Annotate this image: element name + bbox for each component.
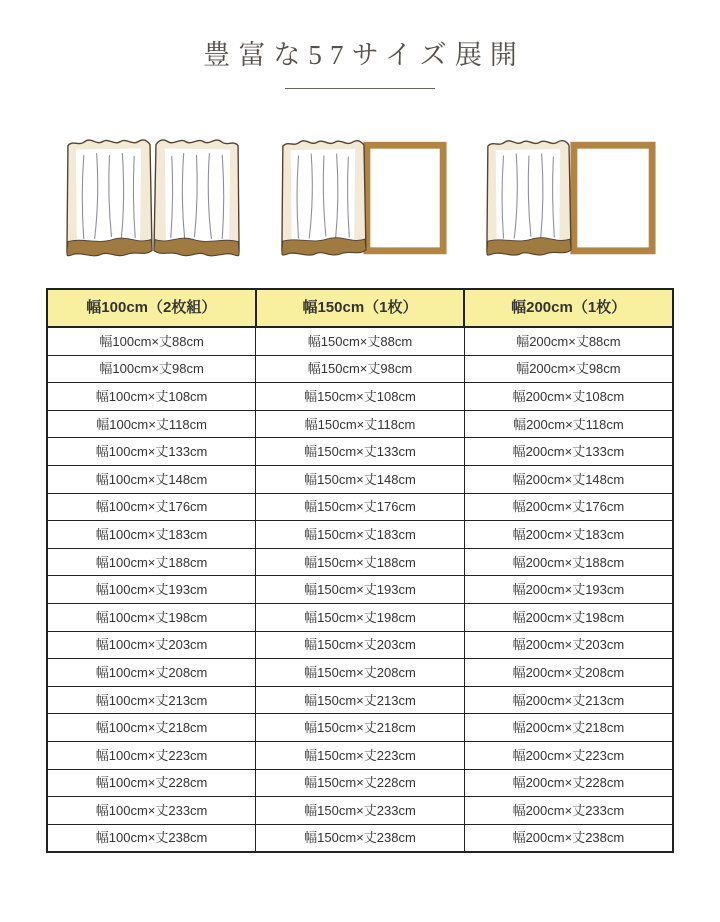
size-cell: 幅150cm×丈193cm <box>256 576 465 604</box>
size-cell: 幅200cm×丈218cm <box>464 714 673 742</box>
size-cell: 幅200cm×丈133cm <box>464 438 673 466</box>
table-row <box>47 438 673 466</box>
size-cell: 幅100cm×丈213cm <box>47 686 256 714</box>
column-header: 幅200cm（1枚） <box>464 289 673 327</box>
size-cell: 幅150cm×丈218cm <box>256 714 465 742</box>
table-row <box>47 493 673 521</box>
size-cell: 幅100cm×丈183cm <box>47 521 256 549</box>
size-cell: 幅100cm×丈133cm <box>47 438 256 466</box>
size-cell: 幅200cm×丈193cm <box>464 576 673 604</box>
column-header: 幅150cm（1枚） <box>256 289 465 327</box>
table-row <box>47 383 673 411</box>
size-cell: 幅150cm×丈133cm <box>256 438 465 466</box>
curtain-200cm-single-panel-window-illustration <box>482 134 658 264</box>
size-cell: 幅100cm×丈108cm <box>47 383 256 411</box>
size-cell: 幅100cm×丈176cm <box>47 493 256 521</box>
size-cell: 幅100cm×丈233cm <box>47 797 256 825</box>
title-underline <box>285 88 435 89</box>
table-row <box>47 659 673 687</box>
size-cell: 幅100cm×丈228cm <box>47 769 256 797</box>
column-header: 幅100cm（2枚組） <box>47 289 256 327</box>
window-frame <box>367 145 443 251</box>
table-row <box>47 576 673 604</box>
table-row <box>47 548 673 576</box>
size-cell: 幅150cm×丈228cm <box>256 769 465 797</box>
size-cell: 幅150cm×丈118cm <box>256 410 465 438</box>
curtain-150cm-single-panel-window-illustration <box>277 134 449 264</box>
size-cell: 幅100cm×丈203cm <box>47 631 256 659</box>
size-cell: 幅200cm×丈176cm <box>464 493 673 521</box>
size-cell: 幅150cm×丈198cm <box>256 603 465 631</box>
size-cell: 幅150cm×丈108cm <box>256 383 465 411</box>
size-cell: 幅100cm×丈198cm <box>47 603 256 631</box>
table-row <box>47 410 673 438</box>
size-cell: 幅100cm×丈88cm <box>47 327 256 355</box>
size-cell: 幅200cm×丈88cm <box>464 327 673 355</box>
size-cell: 幅200cm×丈238cm <box>464 824 673 852</box>
table-row <box>47 631 673 659</box>
size-cell: 幅200cm×丈208cm <box>464 659 673 687</box>
table-row <box>47 714 673 742</box>
header-row <box>47 289 673 327</box>
size-cell: 幅100cm×丈193cm <box>47 576 256 604</box>
size-cell: 幅200cm×丈148cm <box>464 465 673 493</box>
size-table <box>46 288 674 853</box>
size-cell: 幅100cm×丈218cm <box>47 714 256 742</box>
table-row <box>47 686 673 714</box>
size-cell: 幅200cm×丈223cm <box>464 741 673 769</box>
size-cell: 幅150cm×丈233cm <box>256 797 465 825</box>
size-cell: 幅200cm×丈98cm <box>464 355 673 383</box>
window-frame <box>574 145 652 251</box>
table-row <box>47 797 673 825</box>
size-cell: 幅200cm×丈188cm <box>464 548 673 576</box>
size-cell: 幅100cm×丈208cm <box>47 659 256 687</box>
size-cell: 幅200cm×丈213cm <box>464 686 673 714</box>
size-cell: 幅200cm×丈183cm <box>464 521 673 549</box>
table-row <box>47 327 673 355</box>
size-cell: 幅150cm×丈208cm <box>256 659 465 687</box>
size-cell: 幅200cm×丈198cm <box>464 603 673 631</box>
table-row <box>47 465 673 493</box>
size-cell: 幅200cm×丈203cm <box>464 631 673 659</box>
curtain-illustrations <box>0 134 720 264</box>
page-header <box>0 0 720 89</box>
table-row <box>47 603 673 631</box>
size-cell: 幅150cm×丈98cm <box>256 355 465 383</box>
size-cell: 幅100cm×丈148cm <box>47 465 256 493</box>
size-cell: 幅150cm×丈183cm <box>256 521 465 549</box>
size-cell: 幅150cm×丈148cm <box>256 465 465 493</box>
table-row <box>47 769 673 797</box>
size-cell: 幅100cm×丈188cm <box>47 548 256 576</box>
size-cell: 幅150cm×丈213cm <box>256 686 465 714</box>
size-cell: 幅150cm×丈238cm <box>256 824 465 852</box>
size-cell: 幅100cm×丈118cm <box>47 410 256 438</box>
size-cell: 幅100cm×丈238cm <box>47 824 256 852</box>
table-row <box>47 741 673 769</box>
size-cell: 幅100cm×丈223cm <box>47 741 256 769</box>
curtain-100cm-two-panel-illustration <box>62 134 244 264</box>
table-row <box>47 521 673 549</box>
size-cell: 幅150cm×丈88cm <box>256 327 465 355</box>
size-cell: 幅200cm×丈228cm <box>464 769 673 797</box>
size-cell: 幅150cm×丈203cm <box>256 631 465 659</box>
size-cell: 幅150cm×丈188cm <box>256 548 465 576</box>
table-row <box>47 824 673 852</box>
size-cell: 幅150cm×丈223cm <box>256 741 465 769</box>
size-cell: 幅200cm×丈108cm <box>464 383 673 411</box>
page-title: 豊富な57サイズ展開 <box>203 40 525 70</box>
size-cell: 幅150cm×丈176cm <box>256 493 465 521</box>
size-cell: 幅200cm×丈233cm <box>464 797 673 825</box>
size-table-body <box>47 327 673 852</box>
size-table-head <box>47 289 673 327</box>
size-cell: 幅100cm×丈98cm <box>47 355 256 383</box>
size-cell: 幅200cm×丈118cm <box>464 410 673 438</box>
table-row <box>47 355 673 383</box>
